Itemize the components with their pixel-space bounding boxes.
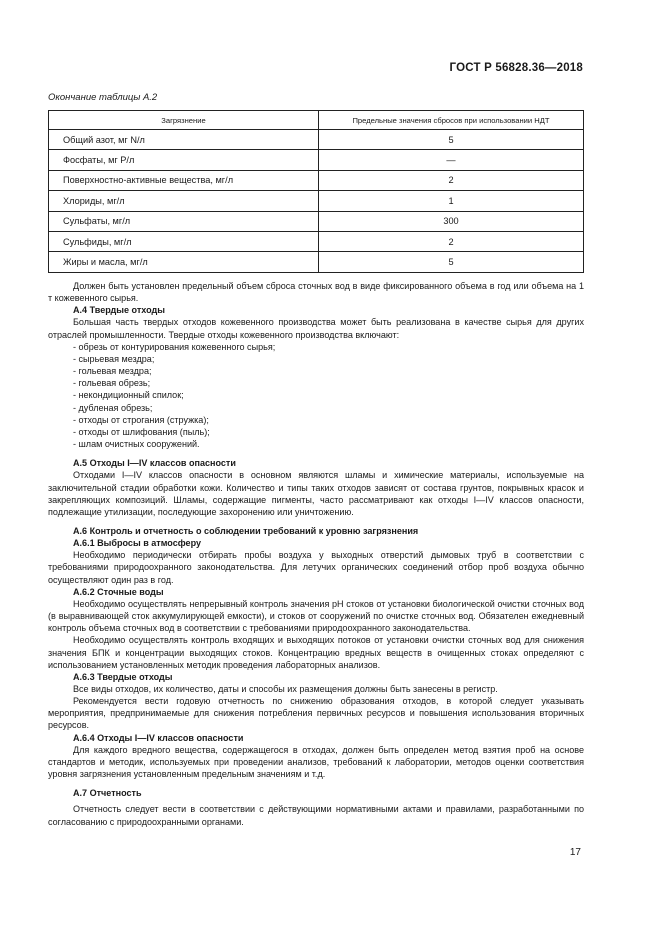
table-row — [49, 170, 584, 190]
list-item: - гольевая мездра; — [73, 366, 152, 377]
pollutant-cell: Фосфаты, мг Р/л — [49, 150, 319, 170]
paragraph: Отходами I—IV классов опасности в основном являются шламы и химические материалы, используемые на заключительной стадии обработки кожи. Количество и типы таких отходов зависят от состава грунтов, покрывных красок и закрепляющих композиций. Шламы, содержащие пигменты, часто рассматривают как отходы I—IV классов опасности, подлежащие утилизации, последующие захоронению или уничтожению. — [48, 470, 584, 517]
section-heading-a6: А.6 Контроль и отчетность о соблюдении требований к уровню загрязнения — [73, 525, 419, 536]
list-item: - отходы от шлифования (пыль); — [73, 426, 210, 437]
list-item: - отходы от строгания (стружка); — [73, 414, 209, 425]
limit-cell: 2 — [319, 170, 584, 190]
table-row — [49, 231, 584, 251]
subsection-heading-a62: А.6.2 Сточные воды — [73, 586, 164, 597]
section-heading-a7: А.7 Отчетность — [73, 788, 142, 799]
paragraph: Необходимо осуществлять непрерывный контроль значения pH стоков от установки биологической очистки сточных вод (в выравнивающей сток аккумулирующей емкости), и стоков от сооружений по очистке сточных вод. Обязателен ежедневный контроль объема сточных вод в соответствии с требованиями природоохранного законодательства. — [48, 598, 584, 634]
paragraph: Для каждого вредного вещества, содержащегося в отходах, должен быть определен метод взятия проб на основе стандартов и методик, используемых при проведении анализов, требований к лаборатории, методов оценки соответствия уровня загрязнения установленным предельным значениям и т.д. — [48, 744, 584, 780]
paragraph: Все виды отходов, их количество, даты и способы их размещения должны быть занесены в регистр. — [73, 684, 498, 694]
table-caption: Окончание таблицы А.2 — [48, 92, 158, 103]
pollutant-cell: Хлориды, мг/л — [49, 191, 319, 211]
limit-cell: 1 — [319, 191, 584, 211]
document-id: ГОСТ Р 56828.36—2018 — [449, 62, 583, 74]
limit-cell: 300 — [319, 211, 584, 231]
subsection-heading-a64: А.6.4 Отходы I—IV классов опасности — [73, 732, 244, 743]
paragraph: Необходимо осуществлять контроль входящих и выходящих потоков от установки очистки сточных вод для снижения значения БПК и концентрации выходящих стоков. Концентрацию вредных веществ в очищенных стоках определяют с использованием установленных методик проведения лабораторных анализов. — [48, 635, 584, 670]
limit-cell: 5 — [319, 252, 584, 272]
pollutant-cell: Сульфаты, мг/л — [49, 211, 319, 231]
table-header-row — [49, 111, 584, 130]
section-heading-a5: А.5 Отходы I—IV классов опасности — [73, 458, 236, 469]
document-body — [48, 280, 584, 828]
paragraph: Большая часть твердых отходов кожевенного производства может быть реализована в качестве сырья для других отраслей промышленности. Твердые отходы кожевенного производства включают: — [48, 317, 584, 340]
list-item: - некондиционный спилок; — [73, 390, 184, 401]
table-row — [49, 150, 584, 170]
table-row — [49, 211, 584, 231]
limit-cell: — — [319, 150, 584, 170]
list-item: - шлам очистных сооружений. — [73, 439, 200, 450]
subsection-heading-a63: А.6.3 Твердые отходы — [73, 671, 173, 682]
paragraph: Должен быть установлен предельный объем сброса сточных вод в виде фиксированного объема в год или объема на 1 т кожевенного сырья. — [48, 281, 584, 304]
page-number: 17 — [569, 847, 581, 858]
pollutant-cell: Сульфиды, мг/л — [49, 231, 319, 251]
pollutant-cell: Общий азот, мг N/л — [49, 130, 319, 150]
table-row — [49, 130, 584, 150]
list-item: - дубленая обрезь; — [73, 402, 153, 413]
paragraph: Необходимо периодически отбирать пробы воздуха у выходных отверстий дымовых труб в соответствии с требованиями природоохранного законодательства. Для летучих органических соединений отбор проб воздуха обычно осуществляют один раз в год. — [48, 550, 584, 585]
list-item: - сырьевая мездра; — [73, 353, 155, 364]
list-item: - обрезь от контурирования кожевенного сырья; — [73, 341, 276, 352]
pollutant-cell: Поверхностно-активные вещества, мг/л — [49, 170, 319, 190]
column-header-pollutant: Загрязнение — [49, 111, 319, 130]
paragraph: Рекомендуется вести годовую отчетность по снижению образования отходов, в которой следует указывать мероприятия, предпринимаемые для снижения потребления первичных ресурсов и повышения использования вторичных ресурсов. — [48, 696, 584, 731]
limits-table — [48, 110, 584, 273]
limit-cell: 5 — [319, 130, 584, 150]
subsection-heading-a61: А.6.1 Выбросы в атмосферу — [73, 538, 202, 549]
limit-cell: 2 — [319, 231, 584, 251]
pollutant-cell: Жиры и масла, мг/л — [49, 252, 319, 272]
column-header-limit: Предельные значения сбросов при использовании НДТ — [319, 111, 584, 130]
paragraph: Отчетность следует вести в соответствии с действующими нормативными актами и правилами, разработанными по согласованию с природоохранными органами. — [48, 804, 584, 827]
section-heading-a4: А.4 Твердые отходы — [73, 305, 165, 316]
table-row — [49, 191, 584, 211]
list-item: - гольевая обрезь; — [73, 378, 151, 389]
table-row — [49, 252, 584, 272]
